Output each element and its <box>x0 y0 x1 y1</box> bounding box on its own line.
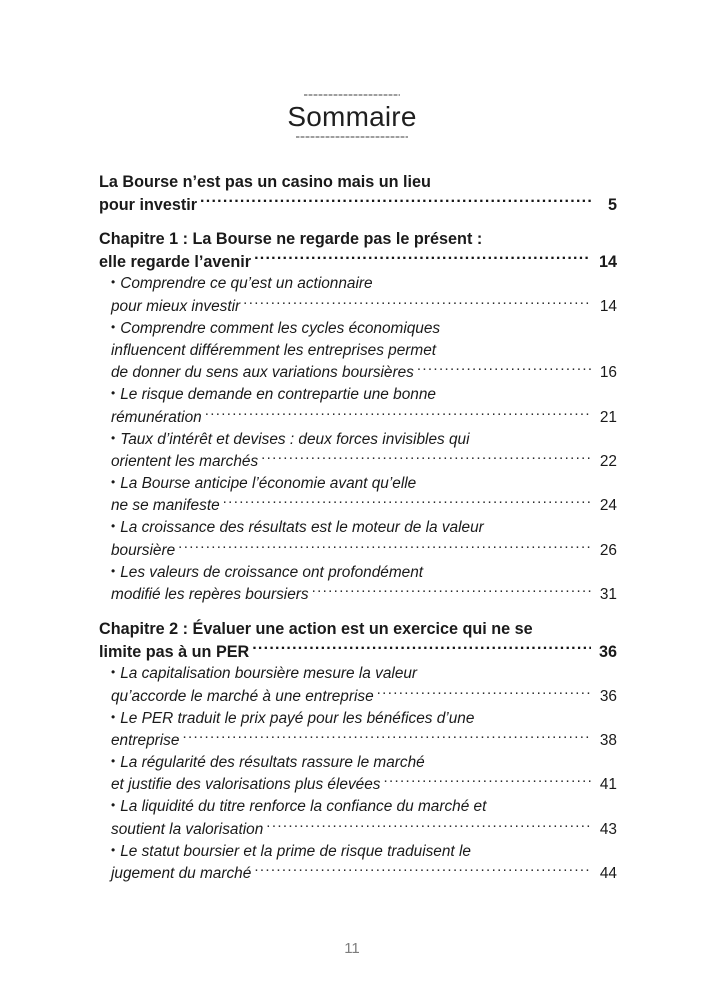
bullet-icon: • <box>111 842 116 857</box>
toc-entry-text: La régularité des résultats rassure le marché <box>120 754 425 772</box>
dot-leader <box>254 863 591 878</box>
page-folio-number: 11 <box>344 940 360 957</box>
toc-entry-text: La Bourse n’est pas un casino mais un lieu <box>99 173 431 191</box>
toc-page-number: 22 <box>599 452 617 470</box>
toc-entry-text: soutient la valorisation <box>111 820 264 838</box>
ornament-rule-bottom <box>296 136 408 138</box>
toc-entry-lines <box>111 796 617 840</box>
toc-entry-text: La croissance des résultats est le moteur de la valeur <box>120 519 484 537</box>
toc-entry-line <box>111 663 617 685</box>
page-title: Sommaire <box>287 101 417 132</box>
toc-entry-text: La capitalisation boursière mesure la valeur <box>120 665 418 683</box>
toc-entry-lines <box>111 517 617 561</box>
toc-entry-text: de donner du sens aux variations boursières <box>111 364 414 382</box>
toc-entry-line <box>111 863 617 885</box>
toc-entry-line <box>111 340 617 362</box>
bullet-icon: • <box>111 563 116 578</box>
toc-entry-text: pour investir <box>99 195 198 214</box>
toc-entry-line <box>111 517 617 539</box>
dot-leader <box>417 362 591 377</box>
toc-entry[interactable] <box>99 273 617 317</box>
toc-entry[interactable] <box>99 473 617 517</box>
toc-entry-line <box>111 273 617 295</box>
toc-entry-line <box>111 451 617 473</box>
dot-leader <box>223 495 591 510</box>
dot-leader <box>252 641 591 657</box>
toc-entry-line <box>111 752 617 774</box>
toc-page-number: 44 <box>599 865 617 883</box>
toc-entry[interactable] <box>99 429 617 473</box>
dot-leader <box>312 584 591 599</box>
toc-entry-line <box>111 841 617 863</box>
toc-entry-text: Chapitre 2 : Évaluer une action est un exercice qui ne se <box>99 620 533 639</box>
toc-entry-text: Le risque demande en contrepartie une bonne <box>120 386 436 404</box>
bullet-icon: • <box>111 319 116 334</box>
toc-entry[interactable] <box>99 618 617 663</box>
toc-entry-line <box>111 429 617 451</box>
toc-entry-line <box>111 796 617 818</box>
toc-entry-line <box>111 685 617 707</box>
toc-entry-lines <box>99 228 617 273</box>
toc-entry[interactable] <box>99 171 617 216</box>
toc-entry-line <box>111 708 617 730</box>
toc-entry-line <box>111 562 617 584</box>
toc-entry-lines <box>111 429 617 473</box>
bullet-icon: • <box>111 430 116 445</box>
toc-page-number: 31 <box>599 586 617 604</box>
toc-entry-line <box>111 818 617 840</box>
dot-leader <box>182 730 591 745</box>
toc-entry-line <box>111 473 617 495</box>
toc-entry-lines <box>111 473 617 517</box>
dot-leader <box>377 685 591 700</box>
toc-page-number: 43 <box>599 820 617 838</box>
toc-entry-text: La Bourse anticipe l’économie avant qu’elle <box>120 474 417 492</box>
bullet-icon: • <box>111 474 116 489</box>
toc-entry-lines <box>99 171 617 216</box>
toc-entry-lines <box>111 663 617 707</box>
toc-entry-text: Le PER traduit le prix payé pour les bénéfices d’une <box>120 709 475 727</box>
toc-entry-lines <box>111 841 617 885</box>
toc-entry-lines <box>111 273 617 317</box>
toc-entry[interactable] <box>99 318 617 384</box>
toc-entry-line <box>99 641 617 664</box>
toc-entry-line <box>99 618 617 641</box>
toc-page-number: 36 <box>598 642 617 661</box>
toc-entry[interactable] <box>99 752 617 796</box>
toc-page-number: 38 <box>599 732 617 750</box>
toc-entry-text: elle regarde l’avenir <box>99 252 252 271</box>
toc-entry-text: influencent différemment les entreprises permet <box>111 341 437 359</box>
toc-page-number: 16 <box>599 364 617 382</box>
toc-page-number: 5 <box>607 195 617 214</box>
toc-entry-text: limite pas à un PER <box>99 642 250 661</box>
toc-entry[interactable] <box>99 384 617 428</box>
toc-entry-text: jugement du marché <box>111 865 252 883</box>
masthead <box>0 94 704 138</box>
toc-entry-text: rémunération <box>111 408 202 426</box>
bullet-icon: • <box>111 519 116 534</box>
bullet-icon: • <box>111 754 116 769</box>
table-of-contents <box>99 171 617 885</box>
dot-leader <box>243 295 591 310</box>
toc-page-number: 36 <box>599 687 617 705</box>
toc-page-number: 21 <box>599 408 617 426</box>
toc-entry-lines <box>111 384 617 428</box>
toc-entry-line <box>99 251 617 274</box>
dot-leader <box>200 194 591 210</box>
toc-entry-line <box>111 362 617 384</box>
toc-entry-line <box>111 495 617 517</box>
toc-entry[interactable] <box>99 517 617 561</box>
toc-entry[interactable] <box>99 562 617 606</box>
toc-entry-lines <box>111 318 617 384</box>
dot-leader <box>266 818 591 833</box>
toc-entry-text: boursière <box>111 541 176 559</box>
toc-entry-text: Le statut boursier et la prime de risque traduisent le <box>120 842 471 860</box>
toc-entry-text: ne se manifeste <box>111 497 220 515</box>
toc-entry-text: qu’accorde le marché à une entreprise <box>111 687 374 705</box>
toc-entry[interactable] <box>99 708 617 752</box>
toc-entry-text: La liquidité du titre renforce la confiance du marché et <box>120 798 487 816</box>
bullet-icon: • <box>111 386 116 401</box>
toc-entry-text: pour mieux investir <box>111 297 241 315</box>
toc-page-number: 26 <box>599 541 617 559</box>
toc-entry-line <box>111 774 617 796</box>
toc-entry-text: Comprendre comment les cycles économiques <box>120 319 441 337</box>
toc-page-number: 14 <box>598 252 617 271</box>
toc-entry-line <box>99 171 617 194</box>
dot-leader <box>383 774 591 789</box>
ornament-rule-top <box>304 94 400 96</box>
toc-entry-text: Chapitre 1 : La Bourse ne regarde pas le présent : <box>99 230 483 249</box>
toc-entry[interactable] <box>99 663 617 707</box>
toc-entry-line <box>111 295 617 317</box>
toc-entry-lines <box>111 708 617 752</box>
dot-leader <box>205 406 591 421</box>
toc-page-number: 41 <box>599 776 617 794</box>
toc-entry-lines <box>111 752 617 796</box>
toc-entry[interactable] <box>99 796 617 840</box>
toc-entry-text: entreprise <box>111 732 180 750</box>
toc-entry-line <box>111 539 617 561</box>
dot-leader <box>261 451 591 466</box>
toc-entry-line <box>99 228 617 251</box>
toc-entry-text: modifié les repères boursiers <box>111 586 309 604</box>
toc-entry-line <box>111 384 617 406</box>
toc-entry[interactable] <box>99 228 617 273</box>
toc-entry-text: orientent les marchés <box>111 452 259 470</box>
bullet-icon: • <box>111 798 116 813</box>
dot-leader <box>178 539 591 554</box>
toc-page-number: 24 <box>599 497 617 515</box>
toc-entry-text: et justifie des valorisations plus élevées <box>111 776 381 794</box>
toc-entry-text: Comprendre ce qu’est un actionnaire <box>120 275 373 293</box>
bullet-icon: • <box>111 275 116 290</box>
toc-entry-line <box>99 194 617 217</box>
toc-entry-text: Taux d’intérêt et devises : deux forces invisibles qui <box>120 430 470 448</box>
bullet-icon: • <box>111 665 116 680</box>
toc-entry-line <box>111 406 617 428</box>
toc-entry-line <box>111 584 617 606</box>
toc-entry-lines <box>99 618 617 663</box>
toc-entry-text: Les valeurs de croissance ont profondément <box>120 563 424 581</box>
toc-page-number: 14 <box>599 297 617 315</box>
toc-entry-line <box>111 318 617 340</box>
bullet-icon: • <box>111 709 116 724</box>
dot-leader <box>254 251 591 267</box>
toc-entry[interactable] <box>99 841 617 885</box>
toc-entry-line <box>111 730 617 752</box>
toc-entry-lines <box>111 562 617 606</box>
